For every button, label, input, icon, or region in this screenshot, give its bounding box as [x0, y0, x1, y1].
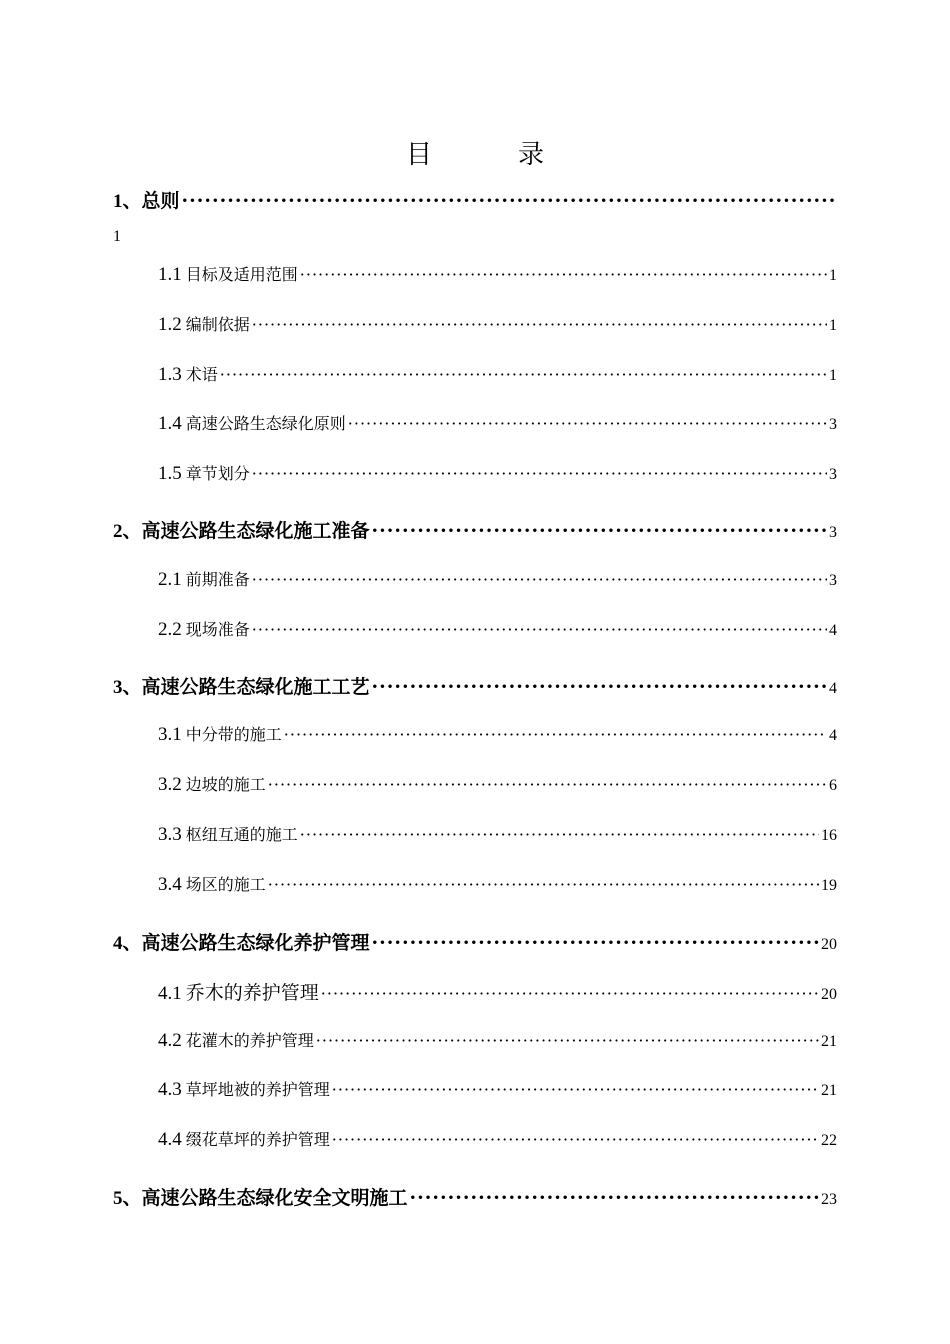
- toc-entry-label: 术语: [185, 365, 218, 384]
- toc-entry-number: 4.4: [158, 1129, 182, 1150]
- toc-entry-page: 16: [821, 827, 837, 844]
- toc-entry-page: 6: [829, 777, 837, 794]
- toc-entry-5[interactable]: [113, 1183, 837, 1210]
- toc-entry-label: 章节划分: [185, 464, 250, 483]
- toc-entry-number: 3.2: [158, 774, 182, 795]
- toc-leader-dots: [284, 725, 827, 744]
- toc-entry-label: 枢纽互通的施工: [185, 825, 298, 844]
- toc-entry-3-4[interactable]: [158, 872, 837, 896]
- toc-entry-number: 1.2: [158, 314, 182, 335]
- toc-entry-2-2[interactable]: [158, 617, 837, 641]
- toc-entry-4-4[interactable]: [158, 1127, 837, 1151]
- toc-leader-dots: [252, 620, 827, 639]
- toc-leader-dots: [300, 825, 819, 844]
- toc-entry-page: 20: [821, 936, 837, 953]
- toc-entry-number: 1.1: [158, 264, 182, 285]
- toc-entry-label: 高速公路生态绿化施工工艺: [141, 676, 370, 698]
- toc-entry-number: 4.2: [158, 1030, 182, 1051]
- toc-entry-number: 2.2: [158, 619, 182, 640]
- toc-entry-page: 4: [829, 727, 837, 744]
- toc-entry-number: 1.5: [158, 463, 182, 484]
- toc-leader-dots: [252, 315, 827, 334]
- toc-entry-number: 3.4: [158, 874, 182, 895]
- toc-entry-1-1[interactable]: [158, 262, 837, 286]
- toc-entry-1-4[interactable]: [158, 411, 837, 435]
- toc-entry-4-2[interactable]: [158, 1028, 837, 1052]
- toc-leader-dots: [252, 570, 827, 589]
- toc-leader-dots: [348, 414, 827, 433]
- toc-entry-4[interactable]: [113, 928, 837, 955]
- toc-entry-number: 5、: [113, 1188, 142, 1209]
- toc-entry-3[interactable]: [113, 672, 837, 699]
- toc-entry-label: 总则: [141, 190, 180, 212]
- toc-entry-4-3[interactable]: [158, 1077, 837, 1101]
- toc-entry-label: 现场准备: [185, 620, 250, 639]
- toc-entry-1-5[interactable]: [158, 461, 837, 485]
- toc-entry-label: 花灌木的养护管理: [185, 1031, 314, 1050]
- toc-entry-page: 19: [821, 877, 837, 894]
- toc-entry-label: 高速公路生态绿化原则: [185, 414, 346, 433]
- toc-entry-label: 缀花草坪的养护管理: [185, 1130, 330, 1149]
- toc-entry-4-1[interactable]: [158, 978, 837, 1005]
- toc-entry-number: 2、: [113, 521, 142, 542]
- toc-entry-page: 21: [821, 1033, 837, 1050]
- toc-entry-2[interactable]: [113, 516, 837, 543]
- toc-entry-number: 4.1: [158, 983, 182, 1004]
- toc-entry-number: 1.3: [158, 364, 182, 385]
- toc-entry-page: 22: [821, 1132, 837, 1149]
- toc-entry-page: 1: [113, 228, 121, 245]
- toc-entry-2-1[interactable]: [158, 567, 837, 591]
- toc-entry-number: 3.3: [158, 824, 182, 845]
- toc-leader-dots: [182, 190, 835, 212]
- toc-title: 目 录: [405, 140, 574, 170]
- toc-entry-1[interactable]: [113, 186, 837, 213]
- toc-leader-dots: [220, 365, 827, 384]
- toc-entry-page: 4: [829, 680, 837, 697]
- toc-entry-page: 20: [821, 986, 837, 1003]
- toc-entry-label: 高速公路生态绿化施工准备: [141, 520, 370, 542]
- toc-entry-3-2[interactable]: [158, 772, 837, 796]
- toc-entry-label: 高速公路生态绿化养护管理: [141, 932, 370, 954]
- toc-entry-page: 1: [829, 267, 837, 284]
- toc-leader-dots: [332, 1080, 819, 1099]
- toc-entry-number: 3.1: [158, 724, 182, 745]
- toc-leader-dots: [300, 265, 827, 284]
- toc-entry-label: 高速公路生态绿化安全文明施工: [141, 1187, 408, 1209]
- toc-entry-label: 目标及适用范围: [185, 265, 298, 284]
- toc-entry-label: 编制依据: [185, 315, 250, 334]
- toc-entry-page: 21: [821, 1082, 837, 1099]
- toc-entry-page: 1: [829, 367, 837, 384]
- toc-leader-dots: [372, 520, 827, 542]
- toc-entry-number: 4、: [113, 933, 142, 954]
- toc-entry-number: 1、: [113, 191, 142, 212]
- toc-entry-number: 4.3: [158, 1079, 182, 1100]
- toc-leader-dots: [268, 775, 827, 794]
- toc-entry-page: 23: [821, 1191, 837, 1208]
- toc-leader-dots: [252, 464, 827, 483]
- toc-entry-1-2[interactable]: [158, 312, 837, 336]
- toc-entry-page: 3: [829, 416, 837, 433]
- toc-entry-3-1[interactable]: [158, 722, 837, 746]
- toc-entry-page: 1: [829, 317, 837, 334]
- toc-entry-label: 场区的施工: [185, 875, 266, 894]
- toc-entry-1-3[interactable]: [158, 362, 837, 386]
- toc-entry-page: 3: [829, 466, 837, 483]
- toc-entry-number: 2.1: [158, 569, 182, 590]
- toc-entry-page: 4: [829, 622, 837, 639]
- toc-entry-page: 3: [829, 524, 837, 541]
- toc-leader-dots: [316, 1031, 819, 1050]
- toc-leader-dots: [268, 875, 819, 894]
- toc-leader-dots: [332, 1130, 819, 1149]
- toc-leader-dots: [321, 984, 819, 1003]
- toc-entry-label: 前期准备: [185, 570, 250, 589]
- toc-entry-3-3[interactable]: [158, 822, 837, 846]
- toc-entry-label: 中分带的施工: [185, 725, 282, 744]
- toc-entry-label: 边坡的施工: [185, 775, 266, 794]
- toc-entry-number: 1.4: [158, 413, 182, 434]
- toc-entry-number: 3、: [113, 677, 142, 698]
- toc-entry-label: 草坪地被的养护管理: [185, 1080, 330, 1099]
- toc-leader-dots: [410, 1187, 819, 1209]
- toc-leader-dots: [372, 676, 827, 698]
- toc-entry-page: 3: [829, 572, 837, 589]
- toc-entry-label: 乔木的养护管理: [185, 982, 319, 1004]
- toc-leader-dots: [372, 932, 819, 954]
